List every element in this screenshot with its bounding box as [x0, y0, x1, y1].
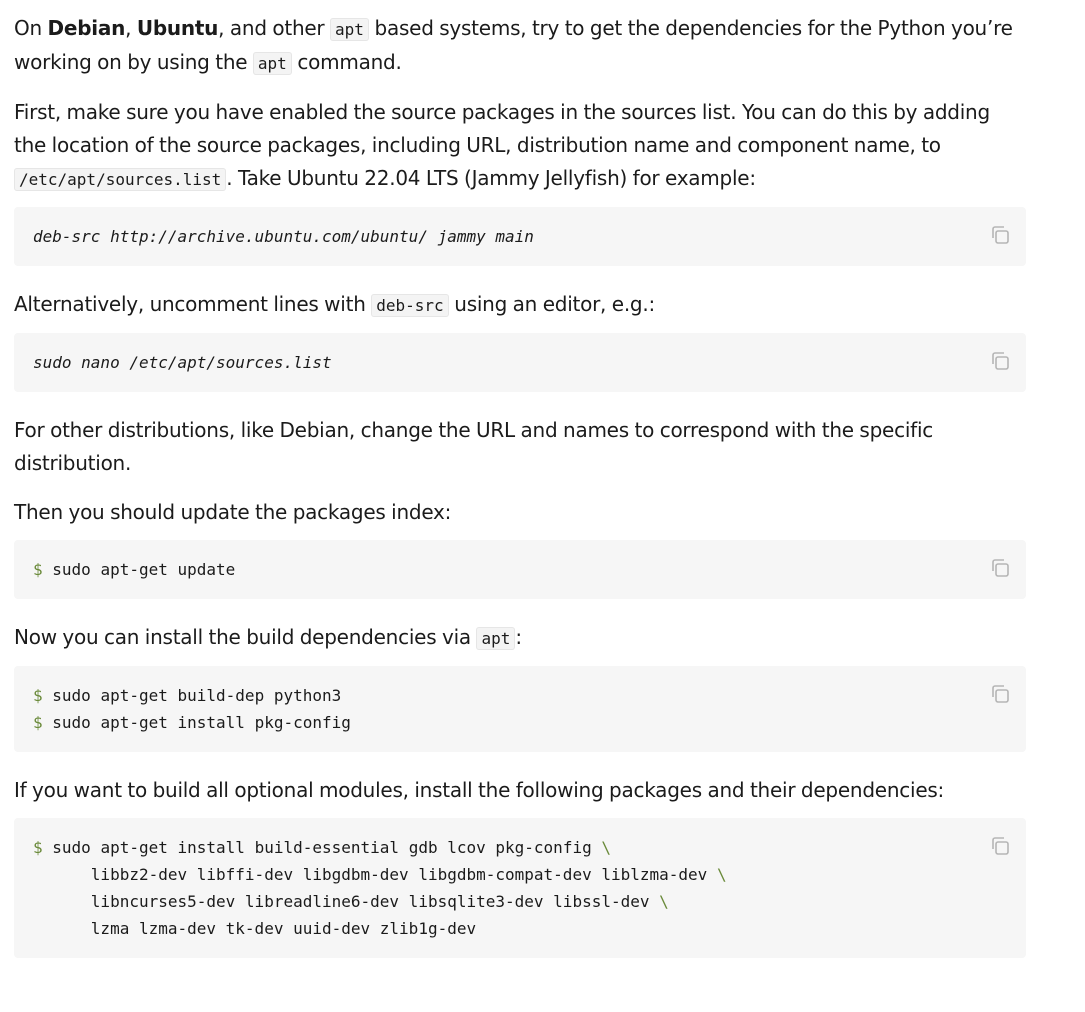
prompt-symbol: $	[33, 686, 43, 705]
code-block-optional-packages	[14, 818, 1026, 958]
sources-text: . Take Ubuntu 22.04 LTS (Jammy Jellyfish) for example:	[226, 166, 756, 190]
sources-text: First, make sure you have enabled the source packages in the sources list. You can do this by adding the location of the source packages, including URL, distribution name and component name, to	[14, 100, 990, 157]
command-text: libbz2-dev libffi-dev libgdbm-dev libgdbm-compat-dev liblzma-dev	[33, 865, 717, 884]
copy-icon[interactable]	[988, 682, 1012, 706]
code-block-build-dep	[14, 666, 1026, 752]
command-text: sudo apt-get install pkg-config	[42, 713, 351, 732]
line-continuation: \	[601, 838, 611, 857]
inline-code-sources-list: /etc/apt/sources.list	[14, 168, 226, 191]
other-distros-paragraph: For other distributions, like Debian, change the URL and names to correspond with the specific distribution.	[14, 418, 934, 475]
command-text: lzma lzma-dev tk-dev uuid-dev zlib1g-dev	[33, 919, 477, 938]
prompt-symbol: $	[33, 560, 43, 579]
code-block-nano	[14, 333, 1026, 392]
code-line: sudo nano /etc/apt/sources.list	[33, 353, 332, 372]
copy-icon[interactable]	[988, 834, 1012, 858]
code-block-update	[14, 540, 1026, 599]
code-line	[33, 556, 1007, 583]
command-text: sudo apt-get build-dep python3	[42, 686, 342, 705]
alt-text: using an editor, e.g.:	[448, 292, 655, 316]
alt-text: Alternatively, uncomment lines with	[14, 292, 372, 316]
command-text: libncurses5-dev libreadline6-dev libsqlite3-dev libssl-dev	[33, 892, 660, 911]
line-continuation: \	[659, 892, 669, 911]
intro-text: ,	[125, 16, 137, 40]
copy-icon[interactable]	[988, 349, 1012, 373]
inline-code-apt: apt	[330, 18, 369, 41]
install-paragraph	[14, 621, 1026, 655]
intro-text: , and other	[218, 16, 331, 40]
code-line: deb-src http://archive.ubuntu.com/ubuntu/ jammy main	[33, 227, 534, 246]
inline-code-apt: apt	[253, 52, 292, 75]
intro-text: based systems, try to get the dependencies for the Python you’re working on by using the	[14, 16, 1013, 74]
code-block-deb-src	[14, 207, 1026, 266]
command-text: sudo apt-get install build-essential gdb lcov pkg-config	[42, 838, 602, 857]
update-paragraph: Then you should update the packages index:	[14, 500, 452, 524]
debian-bold: Debian	[47, 16, 126, 40]
ubuntu-bold: Ubuntu	[136, 16, 219, 40]
line-continuation: \	[716, 865, 727, 884]
prompt-symbol: $	[33, 713, 43, 732]
sources-paragraph	[14, 96, 1026, 196]
inline-code-apt: apt	[476, 627, 515, 650]
intro-text: command.	[291, 50, 402, 74]
prompt-symbol: $	[33, 838, 43, 857]
code-lines	[33, 834, 1007, 942]
optional-paragraph: If you want to build all optional modules, install the following packages and their dependencies:	[14, 778, 945, 802]
intro-paragraph	[14, 12, 1026, 80]
command-text: sudo apt-get update	[42, 560, 236, 579]
install-text: Now you can install the build dependencies via	[14, 625, 477, 649]
intro-text: On	[14, 16, 48, 40]
copy-icon[interactable]	[988, 223, 1012, 247]
inline-code-deb-src: deb-src	[371, 294, 448, 317]
install-text: :	[515, 625, 522, 649]
code-lines	[33, 682, 1007, 736]
copy-icon[interactable]	[988, 556, 1012, 580]
alternative-paragraph	[14, 288, 1026, 322]
